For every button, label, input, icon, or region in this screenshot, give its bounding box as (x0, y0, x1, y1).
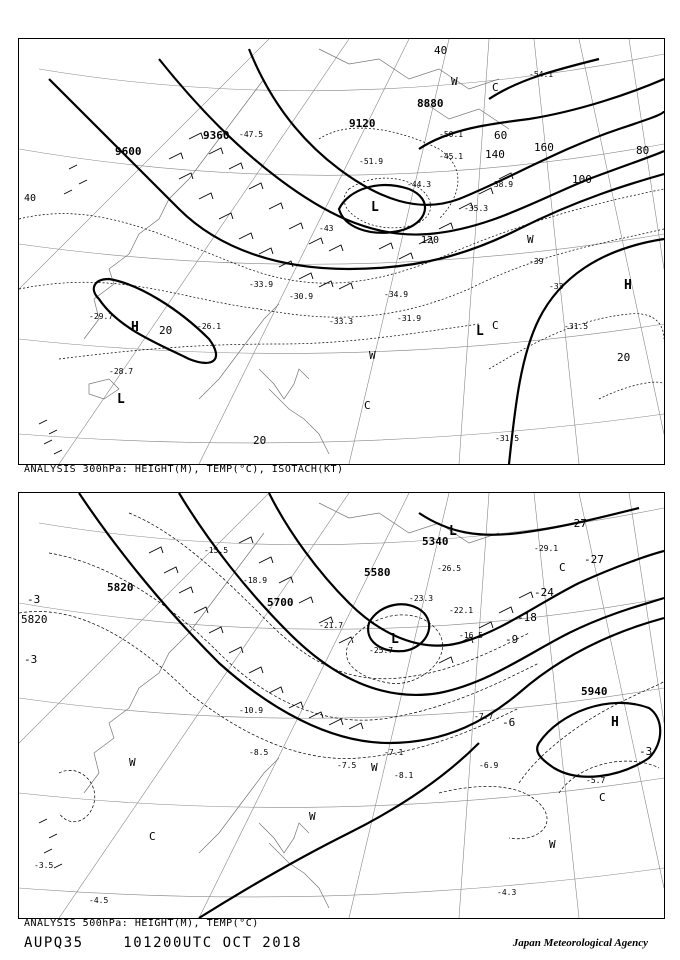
temp-label: -51.9 (359, 157, 384, 166)
warm-center-label: W (369, 349, 376, 362)
temp-label: -4.5 (89, 896, 109, 905)
temp-label: -29.1 (534, 544, 559, 553)
temp-label: -54.1 (529, 70, 554, 79)
coastline (84, 49, 509, 454)
temp-label: -26.1 (197, 322, 222, 331)
temp-label: -6.9 (479, 761, 499, 770)
temp-label: -44.3 (407, 180, 432, 189)
temp-label: -50.1 (439, 130, 464, 139)
isotherm-label: -6 (502, 716, 516, 729)
contour-label-5820: 5820 (107, 581, 134, 594)
cold-center-label: C (599, 791, 606, 804)
temp-label: -39 (529, 257, 544, 266)
low-center-label: L (371, 200, 379, 215)
temp-label: -47.5 (239, 130, 264, 139)
temp-label: -7.1 (384, 748, 404, 757)
temp-label: -8.1 (394, 771, 414, 780)
temp-label: -43 (319, 224, 334, 233)
contour-label-5340: 5340 (422, 535, 449, 548)
isotherm-label: -27 (584, 553, 604, 566)
caption-300hpa: ANALYSIS 300hPa: HEIGHT(M), TEMP(°C), ISOTACH(KT) (24, 464, 344, 475)
contour-label-9360: 9360 (203, 129, 230, 142)
cold-center-label: C (149, 830, 156, 843)
isotach-label: 140 (485, 148, 505, 161)
temp-label: -29.7 (89, 312, 114, 321)
height-contours (49, 49, 664, 464)
temp-label: -25.7 (369, 646, 394, 655)
temp-label: -34.9 (384, 290, 409, 299)
isotherms (19, 513, 664, 839)
temp-label: -38.9 (489, 180, 514, 189)
high-center-label: H (624, 278, 632, 293)
contour-label-5700: 5700 (267, 596, 294, 609)
isotach-label: 120 (421, 235, 440, 246)
labels-300 (24, 44, 649, 447)
temp-label: -26.5 (437, 564, 462, 573)
temp-label: -5.7 (586, 776, 606, 785)
temp-label: -8.5 (249, 748, 269, 757)
product-code: AUPQ35 (24, 935, 84, 951)
cold-center-label: C (492, 319, 499, 332)
isotherm-label: -24 (534, 586, 554, 599)
agency-credit: Japan Meteorological Agency (512, 937, 648, 949)
cold-center-label: C (492, 81, 499, 94)
wind-barbs (39, 133, 513, 454)
contour-label-9600: 9600 (115, 145, 142, 158)
contour-label-5820: 5820 (21, 613, 48, 626)
temp-label: -33 (549, 282, 564, 291)
warm-center-label: W (451, 75, 458, 88)
isotherm-label: -3 (639, 745, 653, 758)
temp-label: -7.5 (337, 761, 357, 770)
cold-center-label: C (559, 561, 566, 574)
warm-center-label: W (549, 838, 556, 851)
caption-500hpa: ANALYSIS 500hPa: HEIGHT(M), TEMP(°C) (24, 918, 259, 929)
temp-label: -35.3 (464, 204, 489, 213)
isotherm-label: -3 (24, 653, 38, 666)
isotherm-label: -18 (517, 611, 537, 624)
high-center-label: H (131, 320, 139, 335)
temp-label: -31.9 (397, 314, 422, 323)
low-center-label: L (476, 324, 484, 339)
temp-label: -3.5 (34, 861, 54, 870)
temp-label: -45.1 (439, 152, 464, 161)
temp-label: -16.5 (459, 631, 484, 640)
temp-label: -23.3 (409, 594, 434, 603)
warm-center-label: W (129, 756, 136, 769)
temp-label: -15.5 (204, 546, 229, 555)
map-300hpa-svg (19, 39, 664, 464)
low-center-label: L (391, 632, 399, 647)
isotach-label: 80 (636, 144, 650, 157)
isotach-label: 20 (617, 351, 631, 364)
temp-label: -33.3 (329, 317, 354, 326)
height-contours (79, 493, 664, 918)
isotherm-label: -3 (27, 593, 41, 606)
cold-center-label: C (364, 399, 371, 412)
temp-label: -30.9 (289, 292, 314, 301)
isotherm-label: -27 (567, 517, 587, 530)
temp-label: -4.3 (497, 888, 517, 897)
temp-label: -18.9 (243, 576, 268, 585)
temp-label: -10.9 (239, 706, 264, 715)
temp-label: -31.5 (564, 322, 589, 331)
temp-label: -28.7 (109, 367, 134, 376)
temp-label: -7.7 (474, 712, 494, 721)
labels-500 (21, 517, 652, 905)
map-panel-500hpa (18, 492, 665, 919)
contour-label-5940: 5940 (581, 685, 608, 698)
isotach-label: 20 (159, 324, 173, 337)
warm-center-label: W (527, 233, 534, 246)
isotach-label: 160 (534, 141, 554, 154)
temp-label: -21.7 (319, 621, 344, 630)
high-center-label: H (611, 715, 619, 730)
temp-label: -22.1 (449, 606, 474, 615)
isotach-label: 100 (572, 173, 592, 186)
temp-label: -33.9 (249, 280, 274, 289)
isotach-label: 60 (494, 129, 508, 142)
map-panel-300hpa (18, 38, 665, 465)
isotach-label: 40 (24, 193, 37, 204)
low-center-label: L (449, 524, 457, 539)
isotach-label: 40 (434, 44, 448, 57)
warm-center-label: W (309, 810, 316, 823)
low-center-label: L (117, 392, 125, 407)
graticule (19, 493, 664, 918)
graticule (19, 39, 664, 464)
contour-label-9120: 9120 (349, 117, 376, 130)
contour-label-5580: 5580 (364, 566, 391, 579)
contour-label-8880: 8880 (417, 97, 444, 110)
warm-center-label: W (371, 761, 378, 774)
map-500hpa-svg (19, 493, 664, 918)
valid-time: 101200UTC OCT 2018 (123, 935, 303, 951)
isotherm-label: -9 (505, 633, 519, 646)
isotach-label: 20 (253, 434, 267, 447)
product-header (24, 935, 302, 951)
temp-label: -31.5 (495, 434, 520, 443)
